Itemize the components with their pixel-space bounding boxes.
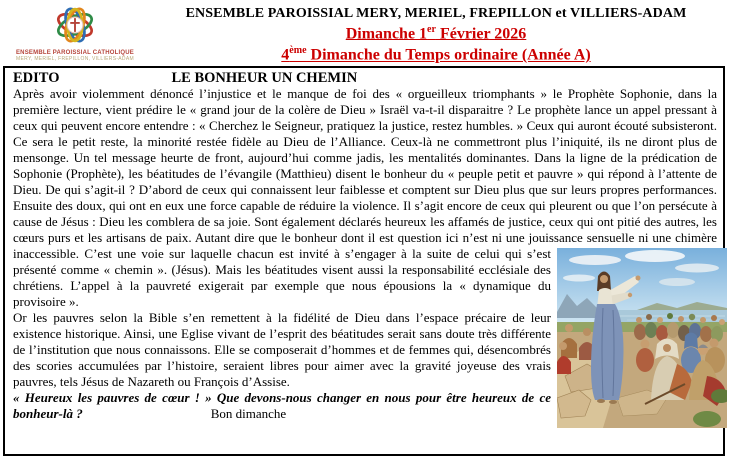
- edito-box: [3, 66, 725, 456]
- sunday-suffix: Dimanche du Temps ordinaire (Année A): [306, 46, 591, 64]
- date-suffix: Février 2026: [435, 25, 527, 43]
- logo-towns: MERY, MERIEL, FREPILLON, VILLIERS-ADAM: [16, 56, 134, 62]
- logo-name: ENSEMBLE PAROISSIAL CATHOLIQUE: [15, 50, 134, 56]
- sunday-line: [150, 45, 722, 64]
- bon-dimanche: Bon dimanche: [210, 406, 287, 421]
- edito-title: LE BONHEUR UN CHEMIN: [171, 70, 358, 86]
- page-header: [0, 0, 732, 65]
- sunday-sup: ème: [289, 45, 307, 57]
- sunday-prefix: 4: [281, 46, 290, 64]
- parish-rings-icon: [27, 31, 123, 48]
- edito-label: EDITO: [13, 70, 60, 86]
- date-sup: er: [427, 24, 436, 35]
- edito-paragraph-1a: Après avoir violemment dénoncé l’injustice et le manque de foi des « orgueilleux triomphants » le Prophète Sophonie, dans la première lecture, vient prédire le « grand jour de la colère de Dieu » Israël va-t-il disparaitre ? Le prophète lance un appel pressant à ceux qui peuvent encore entendre : « Cherchez le Seigneur, pratiquez la justice, restez humbles. » Ceux qui auront écouté subsisteront. Ce sera le petit reste, la minorité restée fidèle au Dieu de l’Alliance. Ceux-là ne commettront plus l’iniquité, ils ne diront plus de mensonge. Un tel message heurte de front, aujourd’hui comme jadis, les mentalités dominantes. Dans la ligne de la prédication de Sophonie (Prophète), les béatitudes de l’évangile (Matthieu) disent le bonheur du « peuple petit et pauvre » qui répond à l’attente de Dieu. De qui s’agit-il ? D’abord de ceux qui connaissent leur faiblesse et comptent sur Dieu plus que sur leurs propres performances. Ensuite des doux, qui ont en eux une force capable de réduire la violence. Il s’agit encore de ceux qui pleurent ou que l’on persécute à cause de Jésus : Dieu les comblera de sa joie. Sont également déclarés heureux les affamés de justice, ceux qui ont pitié des autres, les cœurs purs et les artisans de paix. Autant dire que le bonheur dont il est question ici n’est ni une jouissance: [13, 86, 717, 245]
- edito-heading: [13, 70, 717, 86]
- parish-title: ENSEMBLE PAROISSIAL MERY, MERIEL, FREPILLON et VILLIERS-ADAM: [185, 6, 687, 21]
- header-text: [150, 4, 732, 65]
- jesus-preaching-painting: [557, 248, 727, 428]
- date-prefix: Dimanche 1: [345, 25, 428, 43]
- edito-paragraph-2: Or les pauvres selon la Bible s’en remettent à la fidélité de Dieu dans l’espace précaire de leur existence historique. Ainsi, une Eglise vivant de l’esprit des béatitudes serait sans doute très différente de l’institution que nous connaissons. Elle se composerait d’hommes et de femmes qui, désencombrés des scories accumulées par l’histoire, seraient libres pour aimer avec la gravité joyeuse des vrais pauvres, tels Jésus de Nazareth ou François d’Assise.: [13, 310, 551, 389]
- date-line: [150, 24, 722, 43]
- parish-logo: [0, 4, 150, 62]
- closing-question: « Heureux les pauvres de cœur ! » Que devons-nous changer en nous pour être heureux de ce bonheur-là ?: [13, 390, 551, 421]
- edito-paragraph-1: [13, 86, 717, 310]
- edito-paragraph-1b: sensuelle ni une chimère inaccessible. C’est une voie sur laquelle chacun est invité à s’engager à la suite de celui qui s’est présenté comme « chemin ». (Jésus). Mais les béatitudes visent aussi la responsabilité ecclésiale des chrétiens. L’appel à la pauvreté exigerait par exemple que nous épousions la « dynamique du provisoire ».: [13, 230, 718, 309]
